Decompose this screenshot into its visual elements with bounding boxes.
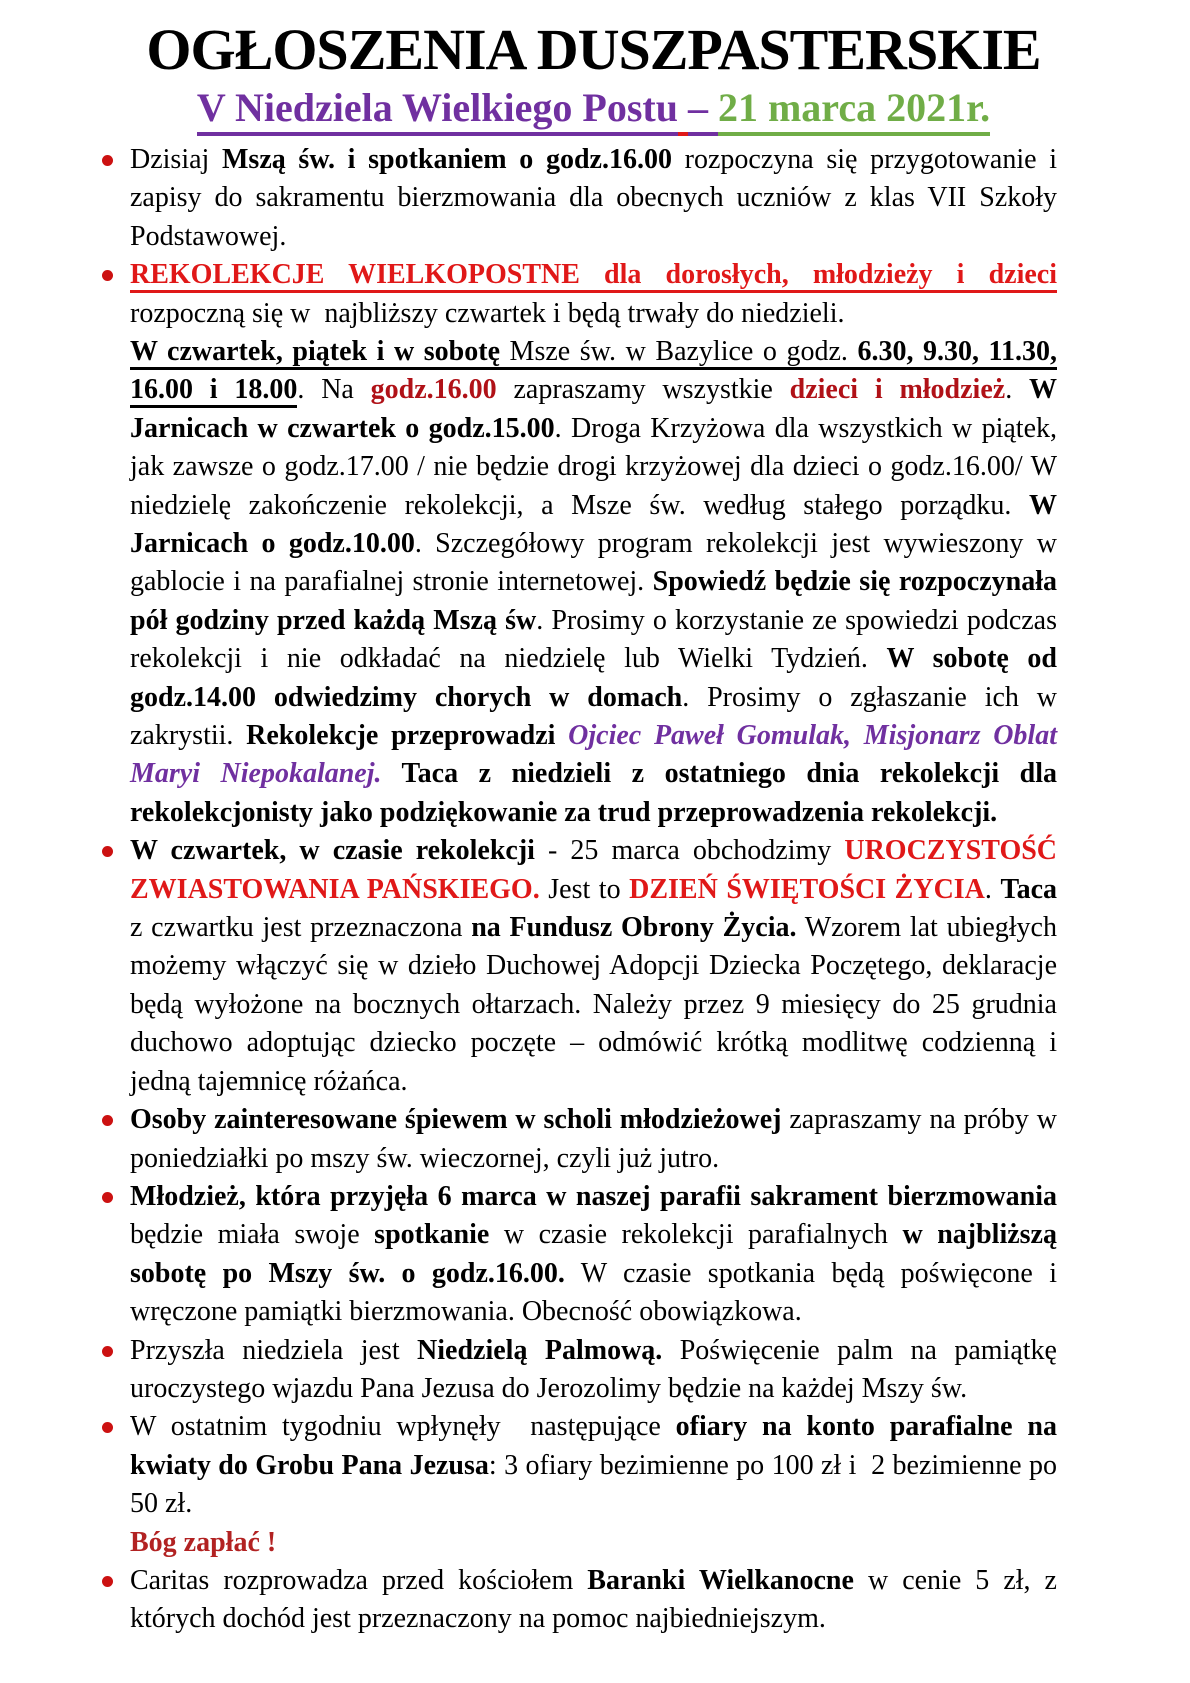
text-run: W czwartek, piątek i w sobotę [130, 336, 500, 370]
paragraph [130, 333, 1057, 832]
list-item [130, 1332, 1057, 1409]
list-item [130, 141, 1057, 256]
list-item [130, 1178, 1057, 1332]
text-run: . [984, 873, 1001, 905]
bullet-icon [102, 1576, 113, 1587]
paragraph [130, 1562, 1057, 1639]
text-run: Taca z niedzieli z ostatniego dnia rekolekcji dla rekolekcjonisty jako podziękowanie za trud przeprowadzenia rekolekcji. [130, 758, 1057, 828]
text-run: . Szczegółowy program rekolekcji jest wywieszony w gablocie i na parafialnej stronie internetowej. [130, 528, 1057, 598]
page-subtitle [130, 85, 1057, 131]
paragraph [130, 1178, 1057, 1332]
bullet-icon [102, 1192, 113, 1203]
bullet-icon [102, 1422, 113, 1433]
subtitle-date: 21 marca 2021r. [718, 85, 990, 136]
paragraph [130, 1524, 1057, 1562]
text-run: . Na [297, 374, 371, 406]
page-title: OGŁOSZENIA DUSZPASTERSKIE [146, 17, 1041, 82]
subtitle-dash: – [688, 85, 718, 136]
text-run: W Jarnicach w czwartek o godz.15.00 [130, 374, 1057, 444]
paragraph [130, 141, 1057, 256]
list-item [130, 1101, 1057, 1178]
text-run: Taca [1000, 873, 1058, 905]
list-item [130, 1408, 1057, 1562]
text-run: . Prosimy o zgłaszanie ich w zakrystii. [130, 681, 1058, 752]
announcement-list [130, 141, 1057, 1639]
paragraph [130, 832, 1057, 1101]
text-run: Rekolekcje przeprowadzi [246, 720, 569, 752]
text-run: - 25 marca obchodzimy [534, 835, 845, 867]
text-run: zapraszamy na próby w poniedziałki po mszy św. wieczornej, czyli już jutro. [130, 1104, 1057, 1174]
text-run: . Droga Krzyżowa dla wszystkich w piątek, jak zawsze o godz.17.00 / nie będzie drogi krzyżowej dla dzieci o godz.16.00/ W niedzielę zakończenie rekolekcji, a Msze św. według stałego porządku. [130, 412, 1057, 521]
text-run: Wzorem lat ubiegłych możemy włączyć się w dzieło Duchowej Adopcji Dziecka Poczętego, deklaracje będą wyłożone na bocznych ołtarzach. Należy przez 9 miesięcy do 25 grudnia duchowo adoptując dziecko poczęte – odmówić krótką modlitwę codzienną i jedną tajemnicę różańca. [130, 912, 1057, 1097]
text-run: Niedzielą Palmową. [417, 1334, 663, 1366]
paragraph [130, 1101, 1057, 1178]
text-run: W czasie spotkania będą poświęcone i wręczone pamiątki bierzmowania. Obecność obowiązkowa. [130, 1257, 1057, 1328]
text-run: Mszą św. i spotkaniem o godz.16.00 [222, 143, 672, 175]
text-run: rozpoczyna się przygotowanie i zapisy do sakramentu bierzmowania dla obecnych uczniów z klas VII Szkoły Podstawowej. [130, 143, 1058, 252]
text-run: W sobotę od godz.14.00 odwiedzimy chorych w domach [130, 643, 1058, 713]
text-run: dzieci i młodzież [789, 374, 1006, 406]
subtitle-red-separator [678, 85, 688, 136]
bullet-icon [102, 846, 113, 857]
text-run: rozpoczną się w najbliższy czwartek i będą trwały do niedzieli. [130, 297, 845, 329]
text-run: Baranki Wielkanocne [587, 1564, 854, 1596]
bullet-icon [102, 1115, 113, 1126]
text-run: Dzisiaj [130, 143, 222, 175]
paragraph [130, 1408, 1057, 1523]
subtitle-season: V Niedziela Wielkiego Postu [197, 85, 678, 136]
text-run: będzie miała swoje [130, 1219, 375, 1251]
text-run: w czasie rekolekcji parafialnych [489, 1219, 903, 1251]
text-run: Przyszła niedziela jest [130, 1334, 418, 1366]
text-run: w cenie 5 zł, z których dochód jest przeznaczony na pomoc najbiedniejszym. [130, 1564, 1057, 1635]
text-run: Spowiedź będzie się rozpoczynała pół godziny przed każdą Mszą św [130, 566, 1057, 636]
list-item [130, 256, 1057, 832]
text-run: W Jarnicach o godz.10.00 [130, 489, 1057, 560]
text-run: ofiary na konto parafialne na kwiaty do Grobu Pana Jezusa [130, 1411, 1057, 1481]
list-item [130, 832, 1057, 1101]
paragraph [130, 256, 1057, 333]
text-run: Młodzież, która przyjęła 6 marca w naszej parafii sakrament bierzmowania [130, 1180, 1057, 1212]
text-run: UROCZYSTOŚĆ ZWIASTOWANIA PAŃSKIEGO. [130, 835, 1058, 905]
text-run: Bóg zapłać ! [130, 1526, 277, 1558]
bullet-icon [102, 270, 113, 281]
text-run: Poświęcenie palm na pamiątkę uroczystego wjazdu Pana Jezusa do Jerozolimy będzie na każdej Mszy św. [130, 1334, 1057, 1404]
bullet-icon [102, 155, 113, 166]
text-run: zapraszamy wszystkie [496, 374, 790, 406]
text-run: : 3 ofiary bezimienne po 100 zł i 2 bezimienne po 50 zł. [130, 1449, 1057, 1520]
text-run: Osoby zainteresowane śpiewem w scholi młodzieżowej [130, 1104, 782, 1136]
text-run: spotkanie [374, 1219, 490, 1251]
text-run: REKOLEKCJE WIELKOPOSTNE dla dorosłych, młodzieży i dzieci [130, 259, 1057, 293]
text-run: godz.16.00 [370, 374, 497, 406]
list-item [130, 1562, 1057, 1639]
text-run: z czwartku jest przeznaczona [130, 912, 472, 944]
text-run: Jest to [539, 873, 630, 905]
bullet-icon [102, 1346, 113, 1357]
text-run: Ojciec Paweł Gomulak, Misjonarz Oblat Maryi Niepokalanej. [130, 720, 1057, 790]
text-run: 6.30, 9.30, 11.30, 16.00 i 18.00 [130, 336, 1057, 408]
text-run: . [1005, 374, 1029, 406]
paragraph [130, 1332, 1057, 1409]
text-run: DZIEŃ ŚWIĘTOŚCI ŻYCIA [629, 873, 985, 905]
text-run: na Fundusz Obrony Życia. [471, 912, 797, 944]
text-run: w najbliższą sobotę po Mszy św. o godz.16.00. [130, 1219, 1057, 1289]
text-run: Caritas rozprowadza przed kościołem [130, 1564, 588, 1596]
text-run: W ostatnim tygodniu wpłynęły następujące [130, 1411, 676, 1443]
text-run: W czwartek, w czasie rekolekcji [130, 835, 535, 867]
text-run: . Prosimy o korzystanie ze spowiedzi podczas rekolekcji i nie odkładać na niedzielę lub Wielki Tydzień. [130, 604, 1057, 675]
text-run: Msze św. w Bazylice o godz. [500, 336, 857, 370]
